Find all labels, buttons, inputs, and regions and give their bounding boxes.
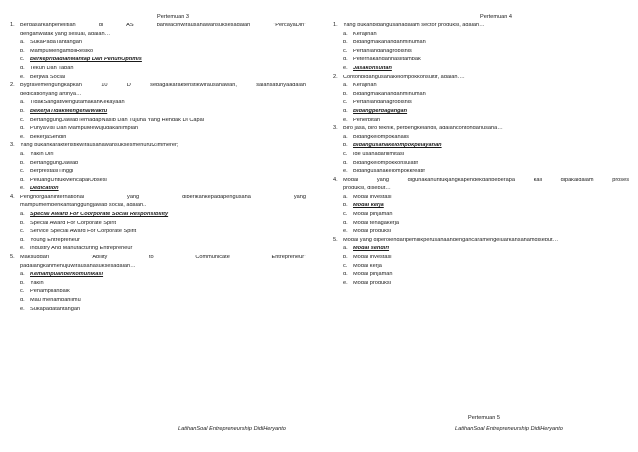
option-text: Kerajinan — [353, 83, 377, 89]
question-text-line — [20, 92, 306, 101]
option-letter: a. — [20, 100, 25, 106]
option-letter: c. — [20, 57, 25, 63]
answer-option — [343, 221, 629, 230]
option-text: PeluangUntukMencapaiObsesi — [30, 177, 107, 183]
option-text: BerprestasiTinggi — [30, 169, 74, 175]
question-text: yang — [293, 194, 306, 200]
question-number: 5. — [10, 254, 15, 261]
question-number: 4. — [333, 176, 338, 183]
answer-option — [20, 161, 306, 170]
question-text: to — [149, 255, 154, 261]
answer-option — [343, 281, 629, 290]
option-text: Modal investasi — [353, 255, 392, 261]
question — [10, 255, 306, 315]
answer-option-correct — [343, 203, 629, 212]
option-text: Tekun Dan Tabah — [30, 65, 74, 71]
option-text: Modal sendiri — [353, 246, 390, 252]
option-text: Modal pinjaman — [353, 272, 393, 278]
option-letter: e. — [20, 246, 25, 252]
answer-option-correct — [343, 109, 629, 118]
question-text: Biro jasa, biro teknik, perbengkelandll, adalahcontohdariusaha… — [343, 126, 503, 132]
answer-option — [20, 238, 306, 247]
option-text: PunyaVisi Dan MampuMewujudakanImpian — [30, 126, 139, 132]
answer-option-correct — [20, 272, 306, 281]
option-text: Penampilanbaik — [30, 289, 70, 295]
option-letter: d. — [20, 298, 25, 303]
answer-option — [343, 118, 629, 127]
answer-option-correct — [20, 109, 306, 118]
question-text-line — [20, 32, 306, 41]
option-text: Penerbitan — [353, 117, 381, 123]
left-column — [10, 15, 306, 315]
option-letter: c. — [343, 100, 348, 106]
option-text: Modal kerja — [353, 263, 382, 269]
question — [333, 238, 629, 290]
question-number: 4. — [10, 193, 15, 200]
option-text: Bidangkelompokanalis — [353, 134, 409, 140]
question-text: salahsatunyaadalah — [256, 83, 306, 89]
answer-option — [20, 307, 306, 316]
question-text-line — [20, 264, 306, 273]
question-text-line — [343, 23, 629, 32]
answer-option — [20, 40, 306, 49]
answer-option — [20, 169, 306, 178]
option-text: BertanggungJawabTerhadapNasib Dan Tujuna Yang Hendak Di Capai — [30, 117, 204, 123]
answer-option — [343, 92, 629, 101]
question-text: proses — [612, 177, 629, 183]
option-text: Jasakonsultan — [353, 65, 392, 71]
question-text: “Ability — [90, 255, 108, 261]
option-letter: b. — [343, 203, 348, 209]
option-text: Modal tenagakerja — [353, 220, 400, 226]
answer-option-correct — [343, 66, 629, 75]
question-text: “PercayaDiri” — [273, 23, 306, 28]
question-text: Contohbidangusahakelompokkonsultif, adalah…. — [343, 74, 465, 80]
question — [10, 195, 306, 255]
option-text: Special Award For Corporate Spirit — [30, 220, 117, 226]
option-letter: b. — [20, 220, 25, 226]
question-text-line — [343, 238, 629, 247]
question — [333, 23, 629, 75]
answer-option — [20, 100, 306, 109]
question-text: D — [126, 83, 131, 89]
option-letter: b. — [343, 40, 348, 46]
option-letter: c. — [20, 229, 25, 235]
answer-option — [20, 118, 306, 127]
option-letter: d. — [20, 126, 25, 132]
option-text: BerkepribadianMantap Dan PenuhOptimis — [30, 57, 142, 63]
option-letter: e. — [20, 74, 25, 80]
left-question-list — [10, 23, 306, 315]
option-letter: d. — [343, 108, 348, 114]
footer-right: LatihanSoal Entrepreneurship DidiHeryanto — [455, 426, 563, 432]
option-text: Modal kerja — [353, 203, 384, 209]
option-text: Modal produksi — [353, 229, 391, 235]
question-text: dipakaidalam — [560, 177, 594, 183]
option-letter: a. — [343, 246, 348, 252]
answer-option — [343, 49, 629, 58]
question-text-line — [20, 195, 306, 204]
answer-option — [343, 100, 629, 109]
option-text: Ide usahadarilimitasi — [353, 151, 404, 157]
option-text: Yakin Diri — [30, 151, 54, 157]
answer-option-correct — [20, 212, 306, 221]
answer-option-correct — [343, 246, 629, 255]
question-text: AS — [126, 23, 134, 28]
option-letter: b. — [20, 160, 25, 166]
question-text: denganwatak yang sesuai, adalah… — [20, 31, 111, 37]
question-text: yang — [376, 177, 390, 183]
answer-option — [343, 83, 629, 92]
question-text: Yang bukankarakteristikwirausahawansuksesmenurutZimmerer; — [20, 143, 179, 149]
question — [333, 178, 629, 238]
question-text-line — [20, 83, 306, 92]
option-text: Bidangusahakelompokkreatif — [353, 169, 425, 175]
question-text-line — [343, 186, 629, 195]
option-text: BekerjaSendiri — [30, 134, 67, 140]
left-column-title: Pertemuan 3 — [156, 14, 190, 20]
answer-option — [343, 32, 629, 41]
option-letter: a. — [343, 194, 348, 200]
question-text: Modal — [343, 177, 359, 183]
option-letter: d. — [20, 65, 25, 71]
option-letter: a. — [20, 40, 25, 46]
option-letter: c. — [20, 289, 25, 295]
option-letter: b. — [343, 143, 348, 149]
question-number: 3. — [10, 142, 15, 149]
question-number: 5. — [333, 236, 338, 243]
answer-option-correct — [20, 186, 306, 195]
question-text: yang — [127, 194, 140, 200]
option-text: Yakin — [30, 280, 44, 286]
option-letter: b. — [20, 48, 25, 54]
option-letter: e. — [20, 306, 25, 312]
answer-option — [20, 75, 306, 84]
option-letter: e. — [343, 229, 348, 235]
answer-option — [20, 229, 306, 238]
question-text: produksi, disebut… — [343, 186, 391, 192]
option-letter: e. — [343, 169, 348, 175]
option-text: TidakSangatMengutamakanKekayaan — [30, 100, 125, 106]
question-text: sebagaikarakteristikwirausahawan, — [150, 83, 237, 89]
question-text: kali — [533, 177, 542, 183]
question-number: 3. — [333, 125, 338, 132]
option-text: Modal produksi — [353, 280, 391, 286]
option-letter: e. — [343, 65, 348, 71]
option-letter: c. — [343, 151, 348, 157]
option-letter: d. — [343, 220, 348, 226]
answer-option — [343, 57, 629, 66]
option-text: Industry And Manufacturing Entrepreneur — [30, 246, 133, 252]
answer-option — [20, 152, 306, 161]
question-text: Modal yang diperolehdaripemilikperusahaandengancaramengeluarkansahamdisebut… — [343, 237, 559, 243]
answer-option — [20, 246, 306, 255]
option-letter: d. — [343, 160, 348, 166]
question-text: Communicate — [195, 255, 230, 261]
question — [10, 83, 306, 143]
question-text: Maksuddari — [20, 255, 49, 261]
answer-option — [20, 221, 306, 230]
option-letter: b. — [343, 255, 348, 261]
question-text-line — [343, 75, 629, 84]
question-text: di — [98, 23, 104, 28]
option-text: Bidangkelompokkonsulatif — [353, 160, 418, 166]
right-column — [333, 15, 629, 289]
option-letter: d. — [20, 237, 25, 243]
option-text: Pertaniandanagrobisnis — [353, 100, 412, 106]
question-text: Berdasarkanpenelitian — [20, 23, 76, 28]
option-letter: a. — [343, 31, 348, 37]
option-letter: e. — [20, 186, 25, 192]
answer-option — [343, 264, 629, 273]
option-text: Bidangusahakelompokpelayanan — [353, 143, 442, 149]
option-text: BertanggungJawab — [30, 160, 79, 166]
answer-option — [343, 195, 629, 204]
option-text: Kemampuanberkomunikasi — [30, 272, 104, 278]
answer-option — [20, 178, 306, 187]
question-text-line — [343, 126, 629, 135]
option-text: Dedication — [30, 186, 59, 192]
answer-option — [20, 66, 306, 75]
option-text: Mau menambahilmu — [30, 298, 81, 303]
option-text: SukaPadaTantangan — [30, 40, 82, 46]
question-text: digunakanuntukjangkapendekdanbeberapa — [407, 177, 515, 183]
option-text: Modal pinjaman — [353, 212, 393, 218]
question-text-line — [20, 143, 306, 152]
option-letter: e. — [20, 134, 25, 140]
question-text: Bygravemengungkapkan — [20, 83, 82, 89]
option-text: MampuMengambilResiko — [30, 48, 94, 54]
option-text: Special Award For Coorporate Social Responsibility — [30, 212, 169, 218]
answer-option — [343, 169, 629, 178]
answer-option — [343, 152, 629, 161]
question-text: 10 — [101, 83, 108, 89]
option-letter: d. — [343, 57, 348, 63]
option-text: Young Entrepreneur — [30, 237, 80, 243]
option-letter: a. — [343, 134, 348, 140]
option-letter: c. — [20, 117, 25, 123]
answer-option — [20, 281, 306, 290]
question-text-line — [20, 23, 306, 32]
right-question-list — [333, 23, 629, 289]
option-letter: e. — [343, 280, 348, 286]
question — [10, 23, 306, 83]
option-letter: c. — [343, 48, 348, 54]
right-column-title: Pertemuan 4 — [479, 14, 513, 20]
option-text: Bidangmakanandanminuman — [353, 40, 426, 46]
question-number: 2. — [333, 73, 338, 80]
option-letter: c. — [20, 169, 25, 175]
option-text: Service Special Award For Corporate Spirit — [30, 229, 137, 235]
option-text: Modal investasi — [353, 194, 392, 200]
question-text: padalangkahmenujuwirausahasuksesadalah… — [20, 263, 136, 269]
option-text: Bidangmakanandanminuman — [353, 91, 426, 97]
option-text: Peternakandanhasiltambak — [353, 57, 421, 63]
question-text-line — [343, 178, 629, 187]
question-number: 2. — [10, 82, 15, 89]
answer-option-correct — [343, 143, 629, 152]
option-letter: d. — [343, 272, 348, 278]
option-letter: b. — [343, 91, 348, 97]
answer-option — [20, 49, 306, 58]
option-text: Sukapadatantangan — [30, 306, 81, 312]
answer-option — [20, 289, 306, 298]
option-text: BekerjaTidakMengenalWaktu — [30, 108, 108, 114]
answer-option — [343, 255, 629, 264]
option-letter: c. — [343, 263, 348, 269]
option-letter: a. — [20, 151, 25, 157]
footer-left: LatihanSoal Entrepreneurship DidiHeryanto — [178, 426, 286, 432]
answer-option — [343, 40, 629, 49]
question-text: Entrepreneur” — [271, 255, 306, 261]
question — [333, 75, 629, 127]
option-letter: b. — [20, 108, 25, 114]
answer-option — [343, 212, 629, 221]
option-text: Bidangperdagangan — [353, 108, 408, 114]
option-letter: d. — [20, 177, 25, 183]
answer-option — [20, 135, 306, 144]
option-letter: a. — [20, 212, 25, 218]
question-text: bahwaciriwirausahawansuksesadalah — [156, 23, 251, 28]
question-number: 1. — [10, 22, 15, 28]
option-text: Pertaniandanagrobisnis — [353, 48, 412, 54]
question-text: dedicationyang artinya… — [20, 91, 82, 97]
option-letter: b. — [20, 280, 25, 286]
option-letter: c. — [343, 212, 348, 218]
question-text: diberikankepadapengusaha — [182, 194, 251, 200]
answer-option — [343, 161, 629, 170]
question-text: mampumemberikantanggungjawab social, adalah.. — [20, 203, 147, 209]
answer-option — [343, 135, 629, 144]
option-letter: a. — [20, 272, 25, 278]
answer-option — [343, 272, 629, 281]
pertemuan-5-heading: Pertemuan 5 — [468, 415, 501, 421]
option-letter: a. — [343, 83, 348, 89]
question — [10, 143, 306, 195]
question-number: 1. — [333, 22, 338, 28]
question-text-line — [20, 255, 306, 264]
question — [333, 126, 629, 178]
option-letter: e. — [343, 117, 348, 123]
question-text: Penghorgaaninternational — [20, 194, 85, 200]
answer-option — [343, 229, 629, 238]
answer-option — [20, 126, 306, 135]
question-text: Yang bukanbidangusahadalam sector produksi, adalah… — [343, 23, 485, 28]
answer-option — [20, 298, 306, 307]
question-text-line — [20, 203, 306, 212]
answer-option-correct — [20, 57, 306, 66]
option-text: Berjiwa Social — [30, 74, 66, 80]
option-text: Kerajinan — [353, 31, 377, 37]
